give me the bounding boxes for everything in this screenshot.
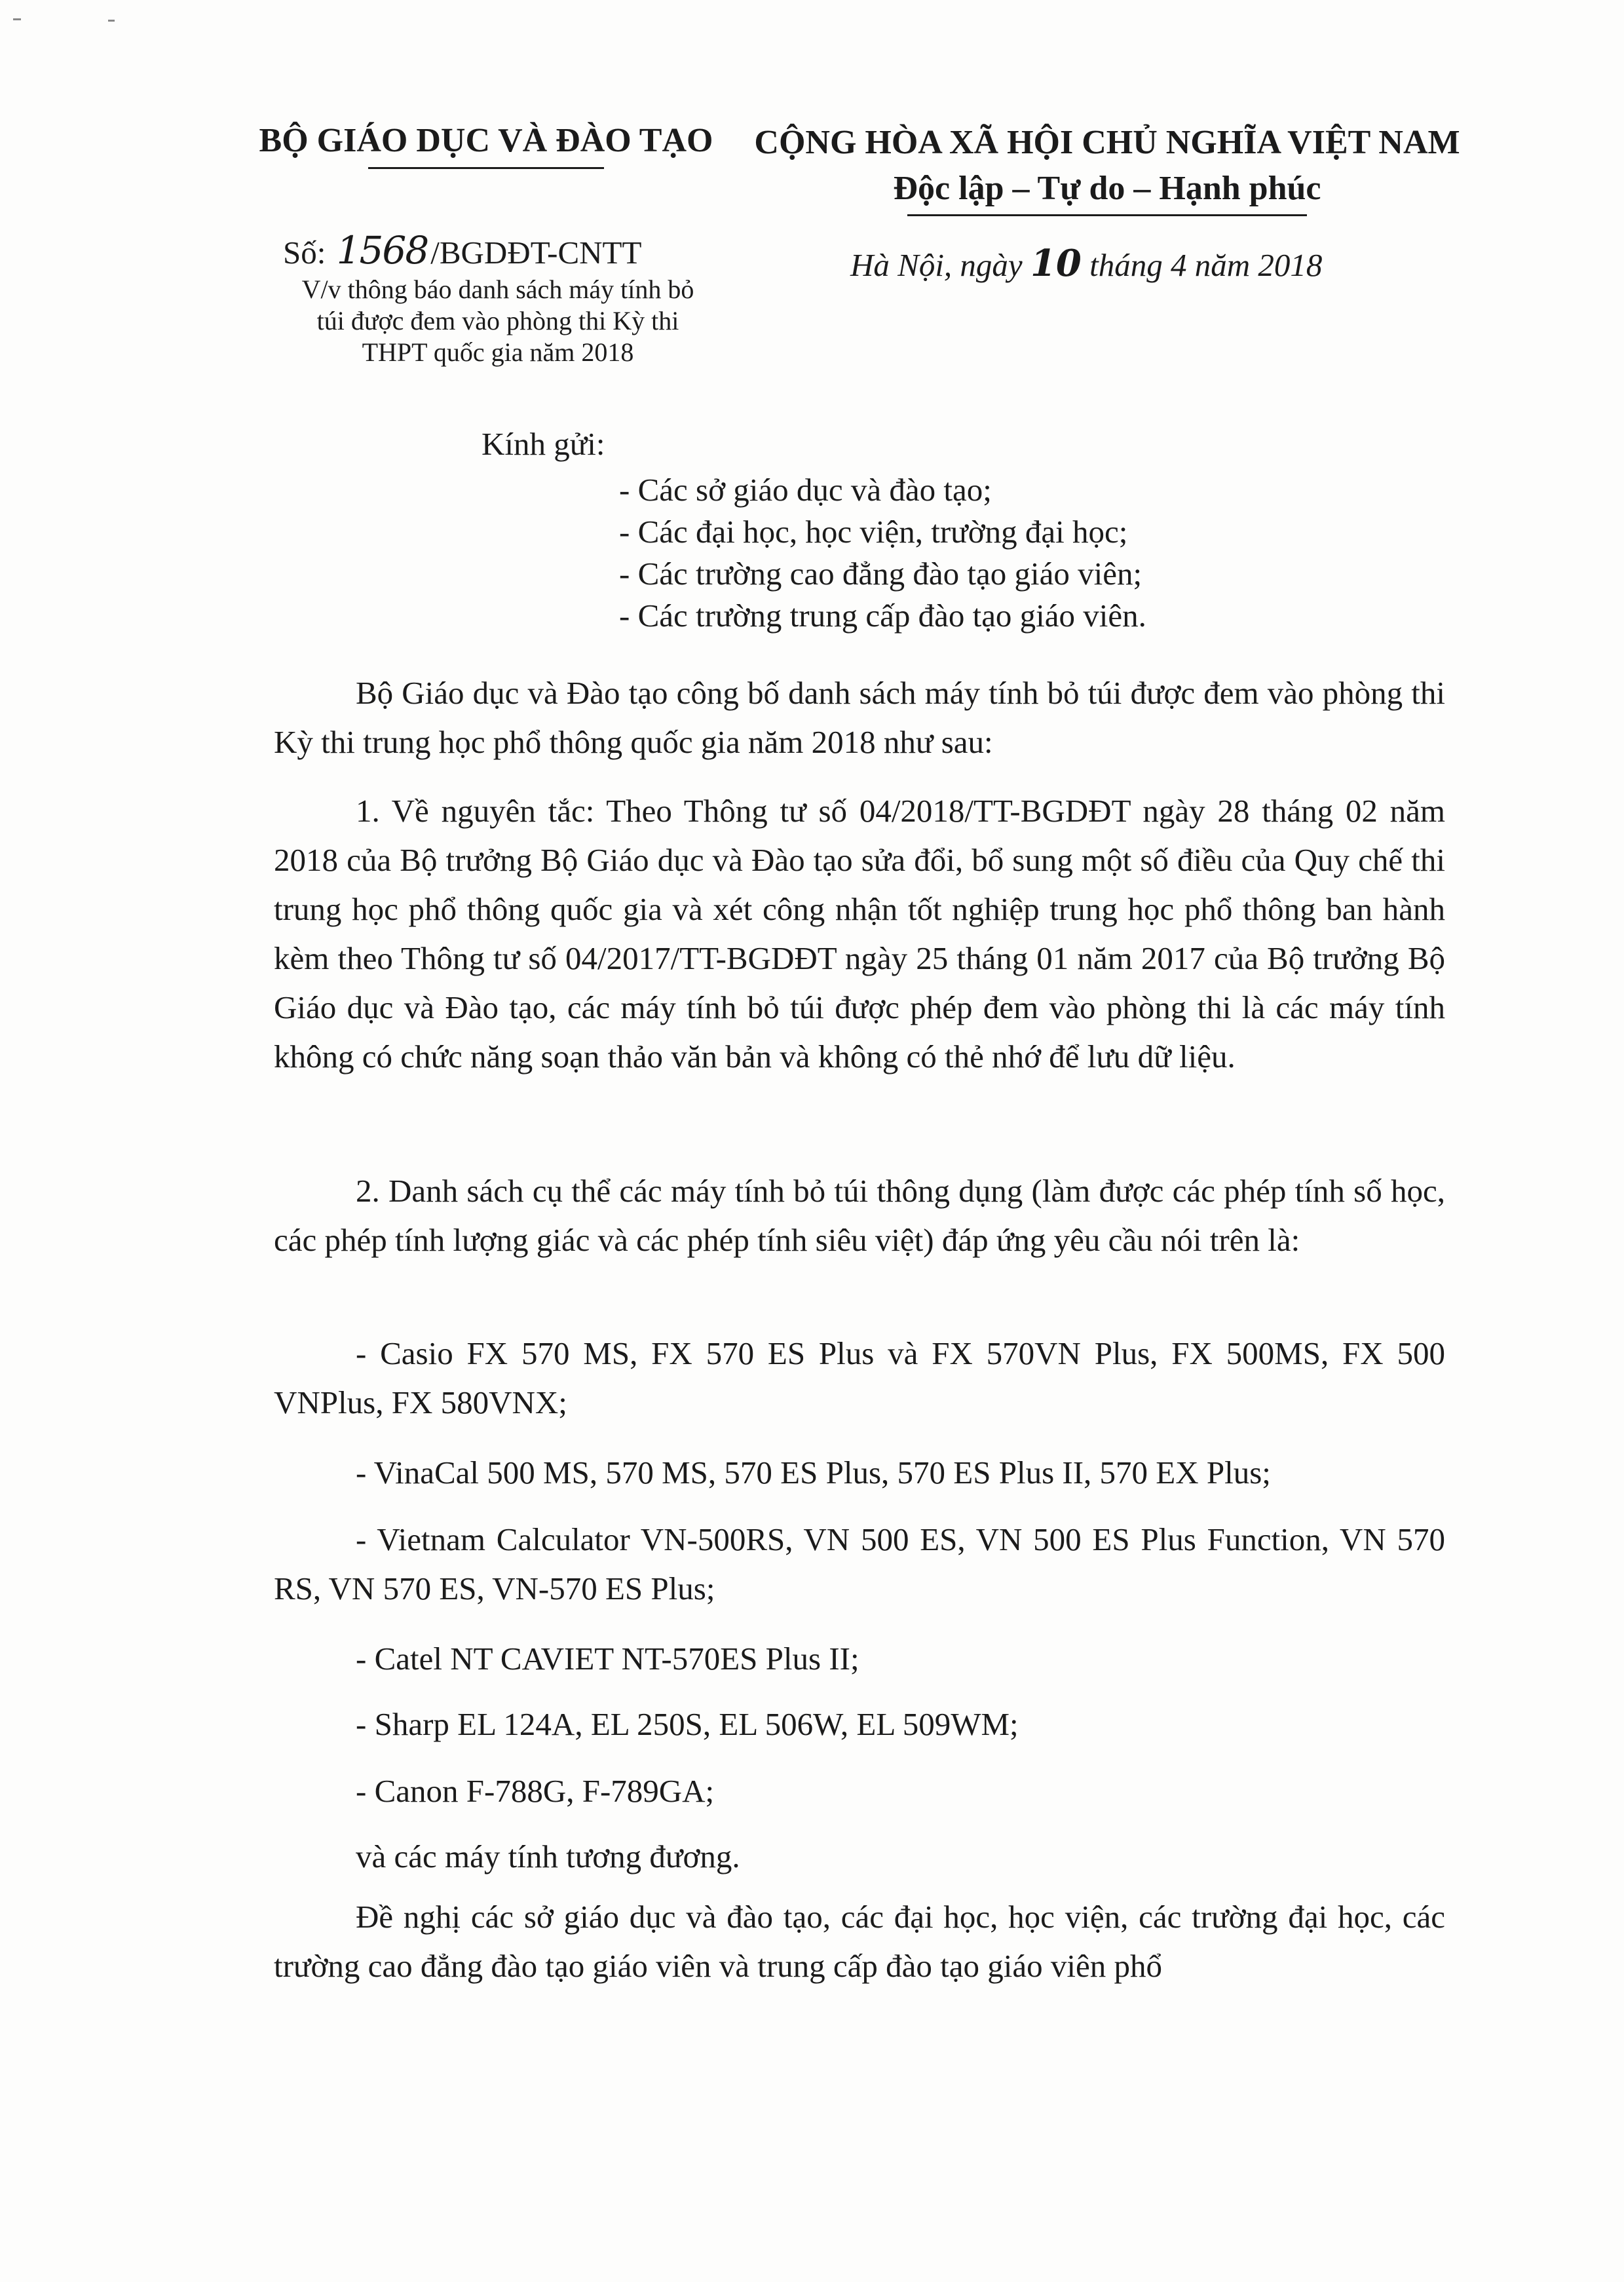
list-intro-paragraph: 2. Danh sách cụ thể các máy tính bỏ túi thông dụng (làm được các phép tính số học, các phép tính lượng giác và các phép tính siêu việt) đáp ứng yêu cầu nói trên là: <box>274 1173 1445 1258</box>
subject-line: THPT quốc gia năm 2018 <box>362 337 634 367</box>
document-number <box>283 228 642 273</box>
calculator-item: - Casio FX 570 MS, FX 570 ES Plus và FX 570VN Plus, FX 500MS, FX 500 VNPlus, FX 580VNX; <box>274 1335 1445 1420</box>
republic-title: CỘNG HÒA XÃ HỘI CHỦ NGHĨA VIỆT NAM <box>754 124 1460 161</box>
equivalent-note: và các máy tính tương đương. <box>356 1838 740 1874</box>
ministry-name: BỘ GIÁO DỤC VÀ ĐÀO TẠO <box>259 122 713 159</box>
subject-line: túi được đem vào phòng thi Kỳ thi <box>316 306 679 335</box>
request-paragraph: Đề nghị các sở giáo dục và đào tạo, các đại học, học viện, các trường đại học, các trường cao đẳng đào tạo giáo viên và trung cấp đào tạo giáo viên phổ <box>274 1899 1445 1984</box>
recipient-item: - Các đại học, học viện, trường đại học; <box>619 514 1128 550</box>
doc-suffix: /BGDĐT-CNTT <box>430 235 642 271</box>
calculator-item: - VinaCal 500 MS, 570 MS, 570 ES Plus, 570 ES Plus II, 570 EX Plus; <box>356 1455 1271 1491</box>
motto: Độc lập – Tự do – Hạnh phúc <box>893 170 1321 207</box>
calculator-item: - Sharp EL 124A, EL 250S, EL 506W, EL 509WM; <box>356 1706 1019 1742</box>
scan-mark <box>13 18 21 20</box>
recipient-item: - Các sở giáo dục và đào tạo; <box>619 472 992 508</box>
recipients-label: Kính gửi: <box>482 426 605 462</box>
principle-paragraph: 1. Về nguyên tắc: Theo Thông tư số 04/2018/TT-BGDĐT ngày 28 tháng 02 năm 2018 của Bộ trưởng Bộ Giáo dục và Đào tạo sửa đổi, bổ sung một số điều của Quy chế thi trung học phổ thông quốc gia và xét công nhận tốt nghiệp trung học phổ thông ban hành kèm theo Thông tư số 04/2017/TT-BGDĐT ngày 25 tháng 01 năm 2017 của Bộ trưởng Bộ Giáo dục và Đào tạo, các máy tính bỏ túi được phép đem vào phòng thi là các máy tính không có chức năng soạn thảo văn bản và không có thẻ nhớ để lưu dữ liệu. <box>274 793 1445 1074</box>
motto-underline <box>907 214 1307 216</box>
document-date <box>850 244 1322 285</box>
doc-prefix: Số: <box>283 235 326 271</box>
subject-block <box>269 274 727 368</box>
subject-line: V/v thông báo danh sách máy tính bỏ <box>301 275 694 304</box>
intro-paragraph: Bộ Giáo dục và Đào tạo công bố danh sách máy tính bỏ túi được đem vào phòng thi Kỳ thi trung học phổ thông quốc gia năm 2018 như sau: <box>274 675 1445 760</box>
ministry-underline <box>368 167 604 169</box>
recipient-item: - Các trường trung cấp đào tạo giáo viên. <box>619 598 1146 634</box>
recipient-item: - Các trường cao đẳng đào tạo giáo viên; <box>619 556 1142 592</box>
scan-mark <box>108 20 115 22</box>
calculator-item: - Catel NT CAVIET NT-570ES Plus II; <box>356 1641 859 1677</box>
date-place: Hà Nội, ngày <box>850 247 1023 283</box>
doc-number-handwritten: 1568 <box>336 228 428 273</box>
date-rest: tháng 4 năm 2018 <box>1089 247 1323 283</box>
calculator-item: - Canon F-788G, F-789GA; <box>356 1773 715 1809</box>
calculator-item: - Vietnam Calculator VN-500RS, VN 500 ES, VN 500 ES Plus Function, VN 570 RS, VN 570 ES, VN-570 ES Plus; <box>274 1521 1445 1607</box>
date-day-handwritten: 10 <box>1030 242 1082 285</box>
